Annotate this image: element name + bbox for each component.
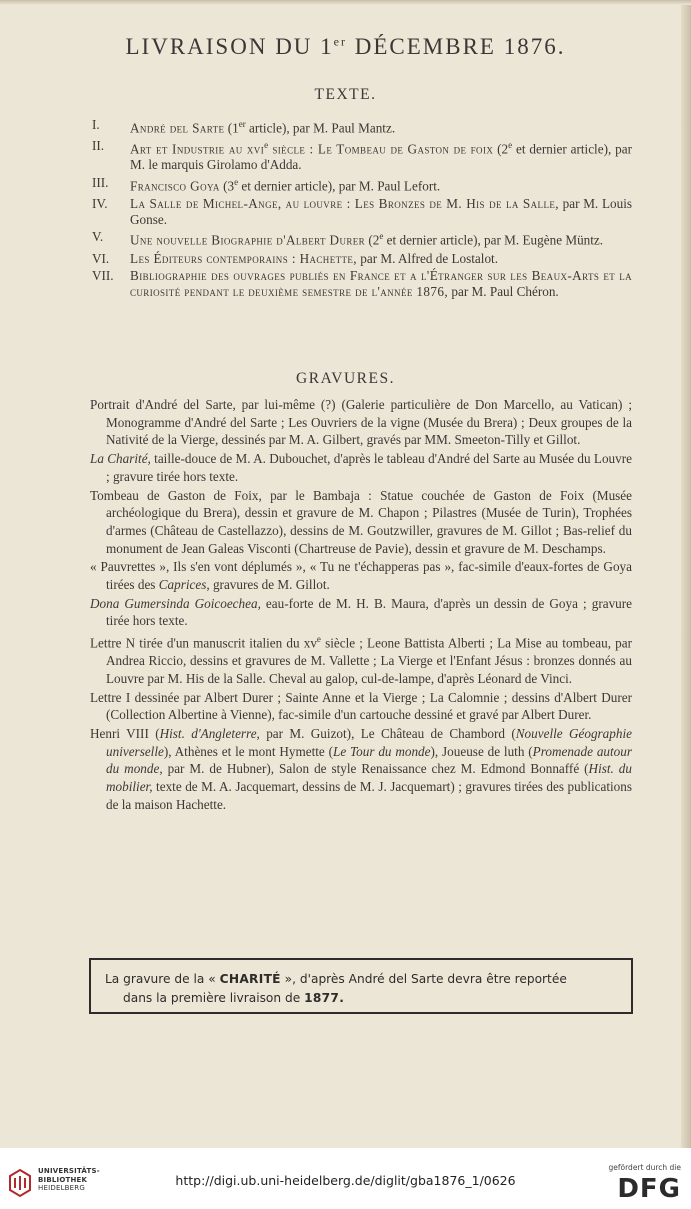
italic-title: Dona Gumersinda Goicoechea, [90, 595, 261, 611]
texte-list [92, 117, 632, 302]
text-run: (1 [224, 120, 239, 136]
page-top-shadow [0, 0, 691, 5]
text-run: Une nouvelle Biographie d'Albert Durer [130, 232, 366, 248]
notice-line-2 [105, 989, 617, 1008]
gravure-item [90, 558, 632, 593]
text-run: eau-forte de M. H. B. Maura, d'après un dessin de Goya ; gravure tirée hors texte. [106, 595, 632, 629]
superscript: e [234, 176, 239, 187]
texte-item-number: VII. [92, 268, 114, 284]
texte-item [92, 196, 632, 227]
text-run: Lettre I dessinée par Albert Durer ; Sainte Anne et la Vierge ; La Calomnie ; dessins d'Albert Durer (Collection Albertine à Vienne), fac-simile d'un cartouche dessiné et gravé par Albert Durer. [90, 689, 632, 723]
italic-title: Caprices, [158, 577, 210, 593]
text-run: Tombeau de Gaston de Foix, par le Bambaja : Statue couchée de Gaston de Foix (Musée archéologique du Brera), dessin et gravure de M. Chapon ; Pilastres (Musée de Turin), Trophées d'armes (Château de Castellazzo), dessins de M. Goutzwiller, gravures de M. Gillot ; Bas-relief du monument de Jean Galeas Visconti (Chartreuse de Pavie), dessin et gravure de M. Deschamps. [90, 487, 632, 556]
text-run: et dernier article), par M. Paul Lefort. [238, 178, 441, 194]
superscript: e [508, 140, 513, 151]
text-run: (2 [365, 232, 380, 248]
text-run: gravures de M. Gillot. [209, 577, 330, 593]
texte-item-number: IV. [92, 196, 108, 212]
text-run: texte de M. A. Jacquemart, dessins de M. J. Jacquemart) ; gravures tirées des publications de la maison Hachette. [106, 779, 632, 812]
texte-item-number: VI. [92, 250, 110, 266]
notice-text: La gravure de la « [105, 972, 220, 986]
text-run: ), Joueuse de luth ( [430, 743, 533, 759]
texte-item [92, 229, 632, 248]
text-run: siècle : Le Tombeau de Gaston de foix [268, 141, 494, 157]
library-name-line: HEIDELBERG [38, 1184, 85, 1192]
texte-item [92, 138, 632, 173]
notice-text: dans la première livraison de [123, 991, 305, 1005]
page-title [0, 34, 691, 60]
gravure-item [90, 450, 632, 485]
text-run: Lettre N tirée d'un manuscrit italien du xv [90, 635, 317, 651]
italic-title: Hist. d'Angleterre, [159, 726, 260, 742]
sponsor-label: gefördert durch die [608, 1163, 681, 1172]
texte-heading: TEXTE. [314, 86, 377, 103]
texte-item [92, 251, 632, 267]
gravure-item [90, 487, 632, 558]
dfg-logo-icon[interactable]: DFG [617, 1174, 681, 1204]
text-run: Art et Industrie au xvi [130, 141, 265, 157]
page-edge-shadow [681, 0, 691, 1148]
gravure-item [90, 631, 632, 688]
gravure-item [90, 725, 632, 814]
text-run: et dernier article), par M. Eugène Müntz. [383, 232, 604, 248]
texte-item-number: II. [92, 138, 105, 154]
text-run: Les Éditeurs contemporains : Hachette, [130, 250, 357, 266]
notice-text: », d'après André del Sarte devra être reportée [280, 972, 567, 986]
italic-title: Le Tour du monde [333, 743, 431, 759]
text-run: par M. Louis Gonse. [130, 196, 632, 227]
gravure-item [90, 396, 632, 449]
text-run: ), Athènes et le mont Hymette ( [163, 743, 334, 759]
text-run: article), par M. Paul Mantz. [245, 120, 396, 136]
italic-title: Nouvelle Géographie universelle [106, 726, 632, 759]
library-name-line: BIBLIOTHEK [38, 1175, 88, 1184]
gravure-item [90, 595, 632, 630]
permalink-url[interactable]: http://digi.ub.uni-heidelberg.de/diglit/gba1876_1/0626 [175, 1173, 516, 1188]
text-run: André del Sarte [130, 120, 225, 136]
texte-item [92, 268, 632, 299]
library-name-line: UNIVERSITÄTS- [38, 1167, 100, 1175]
texte-item-number: I. [92, 117, 100, 132]
notice-box [89, 958, 633, 1014]
title-superscript: er [333, 34, 347, 49]
text-run: (3 [219, 178, 235, 194]
text-run: par M. Alfred de Lostalot. [357, 250, 498, 266]
text-run: par M. Guizot), Le Château de Chambord ( [259, 726, 516, 742]
viewer-footer [0, 1148, 691, 1209]
texte-item-number: V. [92, 229, 104, 245]
text-run: siècle ; Leone Battista Alberti ; La Mise au tombeau, par Andrea Riccio, dessins et gravures de M. Vallette ; La Vierge et l'Enfant Jésus : bronzes donnés au Louvre par M. His de la Salle. Cheval au galop, cul-de-lampe, d'après Léonard de Vinci. [106, 635, 632, 686]
superscript: e [316, 634, 321, 645]
text-run: La Salle de Michel-Ange, au louvre : Les Bronzes de M. His de la Salle, [130, 196, 559, 212]
gravure-item [90, 689, 632, 724]
title-prefix: LIVRAISON DU 1 [125, 34, 334, 59]
text-run: Bibliographie des ouvrages publiés en France et a l'Étranger sur les Beaux-Arts et la curiosité pendant le deuxième semestre de l'année 1876, [130, 268, 632, 300]
italic-title: La Charité, [90, 451, 151, 467]
italic-title: Hist. du mobilier, [106, 761, 632, 795]
title-suffix: DÉCEMBRE 1876. [347, 34, 566, 59]
superscript: er [238, 119, 246, 129]
texte-item-number: III. [92, 174, 109, 190]
texte-item [92, 175, 632, 194]
texte-item [92, 117, 632, 136]
text-run: et dernier article), par M. le marquis Girolamo d'Adda. [130, 141, 632, 173]
notice-year: 1877. [304, 991, 345, 1005]
superscript: e [379, 231, 384, 242]
italic-title: Promenade autour du monde, [106, 743, 632, 777]
text-run: taille-douce de M. A. Dubouchet, d'après le tableau d'André del Sarte au Musée du Louvre ; gravure tirée hors texte. [106, 451, 632, 484]
text-run: Francisco Goya [130, 178, 220, 194]
text-run: par M. de Hubner), Salon de style Renaissance chez M. Edmond Bonnaffé ( [162, 761, 589, 777]
notice-line-1 [105, 970, 617, 989]
text-run: par M. Paul Chéron. [448, 284, 559, 300]
text-run: « Pauvrettes », Ils s'en vont déplumés », « Tu ne t'échapperas pas », fac-simile d'eaux-fortes de Goya tirées des [90, 559, 632, 593]
text-run: Henri VIII ( [90, 726, 160, 742]
text-run: (2 [493, 141, 509, 157]
gravures-heading: GRAVURES. [296, 370, 395, 387]
superscript: e [264, 140, 269, 151]
gravures-list [90, 396, 632, 815]
notice-emphasis: CHARITÉ [219, 972, 281, 986]
text-run: Portrait d'André del Sarte, par lui-même (?) (Galerie particulière de Don Marcello, au Vatican) ; Monogramme d'André del Sarte ; Les Ouvriers de la vigne (Musée du Brera) ; Deux groupes de la Nativité de la Vierge, dessinés par M. A. Gilbert, gravés par MM. Smeeton-Tilly et Gillot. [90, 397, 632, 448]
